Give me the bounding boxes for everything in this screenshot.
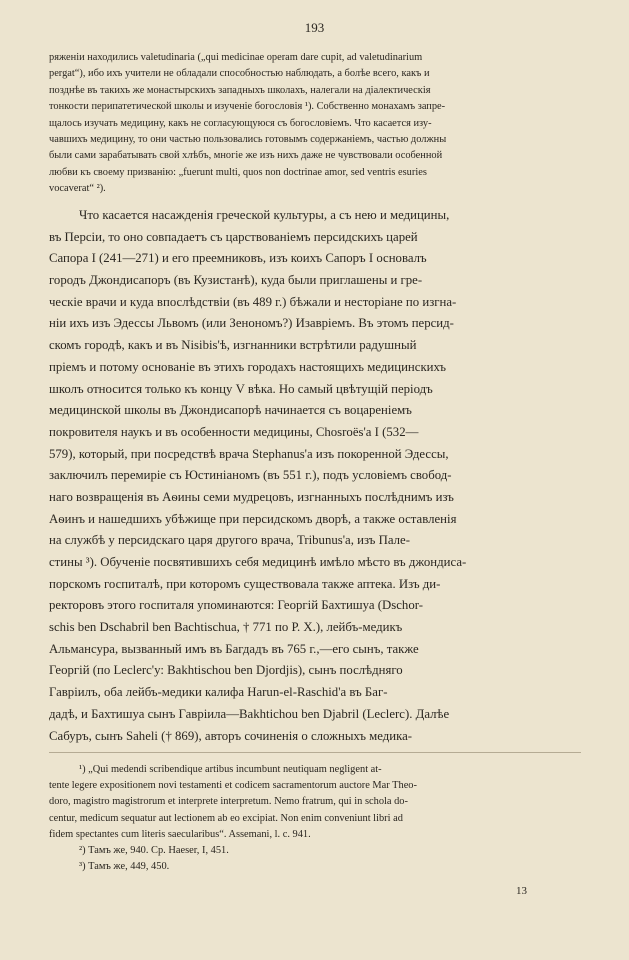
footnote-line: tente legere expositionem novi testamenti et codicem sacramentorum auctore Mar Theo- bbox=[49, 780, 417, 792]
text-line: ніи ихъ изъ Эдессы Львомъ (или Зенономъ?) Изавріемъ. Въ этомъ персид- bbox=[49, 316, 454, 331]
text-line: пріемъ и потому основаніе въ этихъ городахъ настоящихъ медицинскихъ bbox=[49, 359, 447, 374]
text-line: schis ben Dschabril ben Bachtischua, † 771 по Р. Х.), лейбъ-медикъ bbox=[49, 620, 403, 635]
footnote-line: centur, medicum sequatur aut lectionem ab eo excipiat. Non enim conveniunt libri ad bbox=[49, 812, 403, 824]
footnote-divider bbox=[49, 752, 581, 753]
text-line: медицинской школы въ Джондисапорѣ начинается съ воцареніемъ bbox=[49, 403, 412, 418]
text-line: Альмансура, вызванный имъ въ Багдадъ въ 765 г.,—его сынъ, также bbox=[49, 641, 419, 656]
text-line: заключилъ перемиріе съ Юстиніаномъ (въ 551 г.), подъ условіемъ свобод- bbox=[49, 468, 452, 483]
text-line: покровителя наукъ и въ особенности медицины, Chosroës'a I (532— bbox=[49, 424, 419, 439]
page-number: 193 bbox=[304, 20, 325, 35]
text-line: городъ Джондисапоръ (въ Кузистанѣ), куда были приглашены и гре- bbox=[49, 273, 423, 288]
paragraph-top bbox=[49, 50, 581, 198]
text-line: были сами зарабатывать свой хлѣбъ, многіе же изъ нихъ даже не чувствовали особенной bbox=[49, 150, 443, 162]
footnote-line: ³) Тамъ же, 449, 450. bbox=[79, 861, 170, 873]
text-line: позднѣе въ такихъ же монастырскихъ западныхъ школахъ, налегали на діалектическія bbox=[49, 84, 431, 96]
text-line: наго возвращенія въ Аѳины семи мудрецовъ, изгнанныхъ послѣднимъ изъ bbox=[49, 489, 454, 504]
text-line: въ Персіи, то оно совпадаетъ съ царствованіемъ персидскихъ царей bbox=[49, 229, 418, 244]
footnote-line: ¹) „Qui medendi scribendique artibus incumbunt neutiquam negligent at- bbox=[79, 764, 382, 775]
text-line: Гавріилъ, оба лейбъ-медики калифа Harun-el-Raschid'a въ Баг- bbox=[49, 685, 388, 700]
text-line: 579), который, при посредствѣ врача Stephanus'a изъ покоренной Эдессы, bbox=[49, 446, 449, 461]
text-line: порскомъ госпиталѣ, при которомъ существовала также аптека. Изъ ди- bbox=[49, 576, 441, 591]
text-line: ческіе врачи и куда впослѣдствіи (въ 489 г.) бѣжали и несторіане по изгна- bbox=[49, 294, 457, 309]
text-line: ряженіи находились valetudinaria („qui medicinae operam dare cupit, ad valetudinarium bbox=[49, 52, 423, 63]
footnotes bbox=[49, 762, 581, 875]
footnote-line: fidem spectantes cum literis saecularibus“. Assemani, l. c. 941. bbox=[49, 828, 311, 840]
text-line: Аѳинъ и нашедшихъ убѣжище при персидскомъ дворѣ, а также оставленія bbox=[49, 511, 457, 526]
text-line: vocaverat“ ²). bbox=[49, 183, 106, 195]
text-line: Что касается насажденія греческой культуры, а съ нею и медицины, bbox=[79, 208, 450, 222]
text-line: скомъ городѣ, какъ и въ Nisibis'ѣ, изгнанники встрѣтили радушный bbox=[49, 338, 417, 353]
text-line: ректоровъ этого госпиталя упоминаются: Георгій Бахтишуа (Dschor- bbox=[49, 598, 423, 613]
footnote-line: ²) Тамъ же, 940. Ср. Haeser, I, 451. bbox=[79, 844, 229, 856]
text-line: тонкости перипатетической школы и изученіе богословія ¹). Собственно монахамъ запре- bbox=[49, 101, 446, 113]
text-line: дадѣ, и Бахтишуа сынъ Гавріила—Bakhtichou ben Djabril (Leclerc). Далѣе bbox=[49, 706, 450, 721]
text-line: Сапора I (241—271) и его преемниковъ, изъ коихъ Сапоръ I основалъ bbox=[49, 251, 427, 266]
text-line: на службѣ у персидскаго царя другого врача, Tribunus'a, изъ Пале- bbox=[49, 533, 410, 548]
text-line: школъ относится только къ концу V вѣка. Но самый цвѣтущій періодъ bbox=[49, 381, 433, 396]
text-line: Георгій (по Leclerc'у: Bakhtischou ben Djordjis), сынъ послѣдняго bbox=[49, 663, 403, 678]
text-line: Сабуръ, сынъ Saheli († 869), авторъ сочиненія о сложныхъ медика- bbox=[49, 728, 413, 743]
footnote-line: doro, magistro magistrorum et interprete interpretum. Nemo fratrum, qui in schola do- bbox=[49, 796, 408, 808]
text-line: любви къ своему призванію: „fuerunt multi, quos non doctrinae amor, sed ventris esuries bbox=[49, 166, 427, 178]
text-line: pergat“), ибо ихъ учители не обладали способностью наблюдать, а болѣе всего, какъ и bbox=[49, 68, 430, 80]
printer-signature: 13 bbox=[516, 885, 527, 897]
text-line: чавшихъ медицину, то они частью пользовались готовымъ содержаніемъ, частью должны bbox=[49, 133, 447, 145]
text-line: щалось изучать медицину, какъ не согласующуюся съ богословіемъ. Что касается изу- bbox=[49, 117, 432, 129]
text-line: стины ³). Обученіе посвятившихъ себя медицинѣ имѣло мѣсто въ джондиса- bbox=[49, 555, 467, 569]
paragraph-main bbox=[49, 205, 581, 747]
